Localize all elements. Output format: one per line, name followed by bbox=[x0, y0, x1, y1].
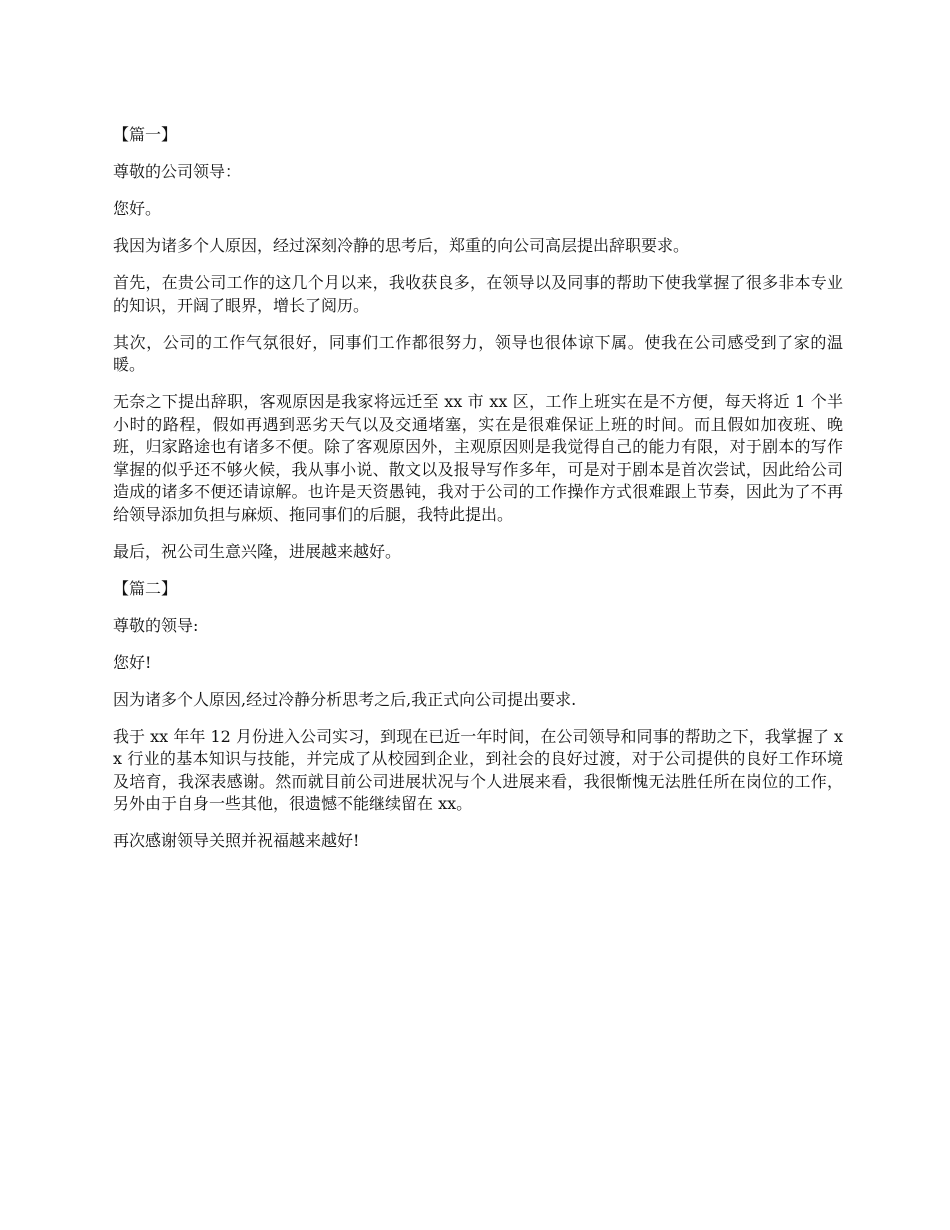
greeting-1: 您好。 bbox=[113, 199, 162, 218]
greeting-2: 您好! bbox=[113, 652, 152, 672]
body-paragraph: 因为诸多个人原因,经过冷静分析思考之后,我正式向公司提出要求. bbox=[113, 689, 577, 709]
document-body bbox=[113, 124, 843, 867]
body-paragraph: 我因为诸多个人原因，经过深刻冷静的思考后，郑重的向公司高层提出辞职要求。 bbox=[113, 236, 690, 255]
body-paragraph: 我于 xx 年年 12 月份进入公司实习，到现在已近一年时间，在公司领导和同事的帮助之下，我掌握了 xx 行业的基本知识与技能，并完成了从校园到企业，到社会的良好过渡，对于公司提供的良好工作环境及培育，我深表感谢。然而就目前公司进展状况与个人进展来看，我很惭愧无法胜任所在岗位的工作，另外由于自身一些其他，很遗憾不能继续留在 xx。 bbox=[113, 726, 843, 813]
body-paragraph: 其次，公司的工作气氛很好，同事们工作都很努力，领导也很体谅下属。使我在公司感受到了家的温暖。 bbox=[113, 332, 843, 374]
section-heading-2: 【篇二】 bbox=[113, 578, 178, 598]
body-paragraph: 首先，在贵公司工作的这几个月以来，我收获良多，在领导以及同事的帮助下使我掌握了很多非本专业的知识，开阔了眼界，增长了阅历。 bbox=[113, 273, 843, 315]
body-paragraph: 无奈之下提出辞职，客观原因是我家将远迁至 xx 市 xx 区，工作上班实在是不方便，每天将近 1 个半小时的路程，假如再遇到恶劣天气以及交通堵塞，实在是很难保证上班的时间。而且假如加夜班、晚班，归家路途也有诸多不便。除了客观原因外，主观原因则是我觉得自己的能力有限，对于剧本的写作掌握的似乎还不够火候，我从事小说、散文以及报导写作多年，可是对于剧本是首次尝试，因此给公司造成的诸多不便还请谅解。也许是天资愚钝，我对于公司的工作操作方式很难跟上节奏，因此为了不再给领导添加负担与麻烦、拖同事们的后腿，我特此提出。 bbox=[113, 392, 843, 524]
salutation-2: 尊敬的领导: bbox=[113, 615, 199, 635]
salutation-1: 尊敬的公司领导： bbox=[113, 162, 242, 181]
closing-2: 再次感谢领导关照并祝福越来越好! bbox=[113, 831, 360, 850]
section-heading-1: 【篇一】 bbox=[113, 125, 178, 144]
closing-1: 最后，祝公司生意兴隆，进展越来越好。 bbox=[113, 541, 402, 561]
